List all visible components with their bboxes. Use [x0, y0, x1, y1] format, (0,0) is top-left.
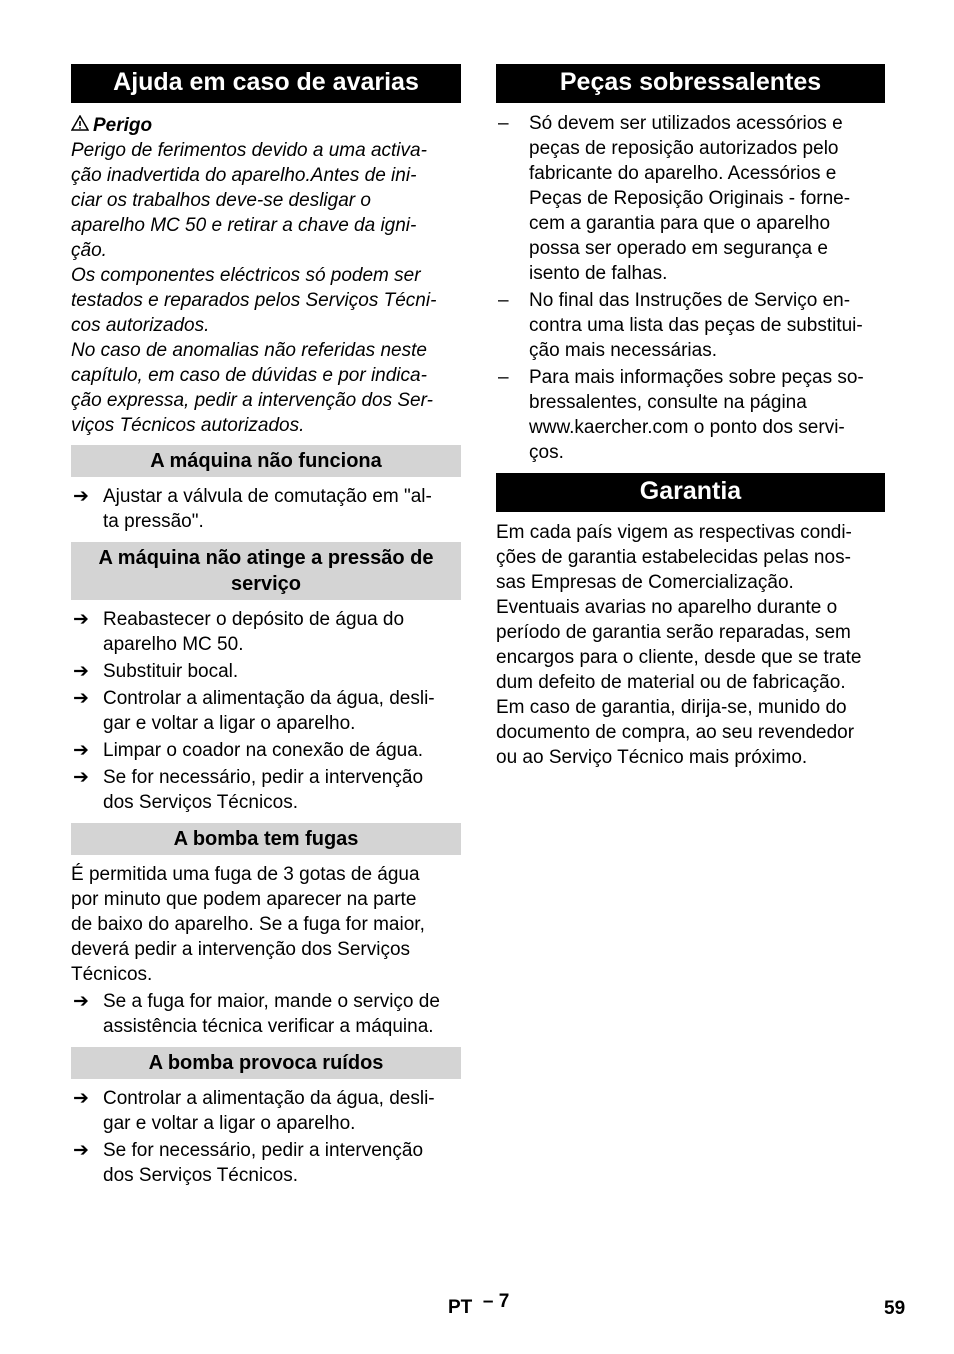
warranty-text: Em cada país vigem as respectivas condi- ções de garantia estabelecidas pelas nos- sas Empresas de Comercialização. Eventuais avarias no aparelho durante o período de garantia serão reparadas, sem encargos para o cliente, desde que se trate dum defeito de material ou de fabricação. Em caso de garantia, dirija-se, munido do documento de compra, ao seu revendedor ou ao Serviço Técnico mais próximo. — [496, 522, 862, 768]
instruction-item — [71, 738, 461, 763]
page-number: 59 — [884, 1298, 906, 1319]
footer-section-page: – 7 — [482, 1291, 510, 1312]
instruction-item — [71, 989, 461, 1039]
section-heading-spare-parts: Peças sobressalentes — [496, 64, 885, 103]
troubleshooting-sections — [71, 445, 461, 1188]
footer-language-code: PT — [448, 1297, 473, 1318]
arrow-right-icon: ➔ — [73, 1088, 89, 1109]
danger-text-line: viços Técnicos autorizados. — [71, 415, 305, 436]
danger-text-line: ção inadvertida do aparelho.Antes de ini- — [71, 165, 417, 186]
danger-text-line: No caso de anomalias não referidas neste — [71, 340, 427, 361]
instruction-text: Substituir bocal. — [103, 661, 239, 682]
arrow-right-icon: ➔ — [73, 609, 89, 630]
instruction-item — [71, 1138, 461, 1188]
section-heading-troubleshooting: Ajuda em caso de avarias — [71, 64, 461, 103]
subsection-heading: A bomba provoca ruídos — [71, 1047, 461, 1079]
spare-parts-text: Para mais informações sobre peças so- bressalentes, consulte na página www.kaercher.com o ponto dos servi- ços. — [529, 367, 864, 463]
danger-text — [71, 138, 461, 438]
instruction-text: Ajustar a válvula de comutação em "al- ta pressão". — [103, 486, 432, 532]
instruction-item — [71, 659, 461, 684]
danger-text-line: aparelho MC 50 e retirar a chave da igni- — [71, 215, 417, 236]
footer-language-page — [448, 1291, 510, 1319]
danger-text-line: ção. — [71, 240, 107, 261]
danger-text-line: capítulo, em caso de dúvidas e por indica- — [71, 365, 427, 386]
instruction-text: Se for necessário, pedir a intervenção dos Serviços Técnicos. — [103, 1140, 424, 1186]
instruction-text: Controlar a alimentação da água, desli- gar e voltar a ligar o aparelho. — [103, 1088, 435, 1134]
instruction-item — [71, 765, 461, 815]
arrow-right-icon: ➔ — [73, 486, 89, 507]
spare-parts-item — [496, 288, 885, 363]
spare-parts-item — [496, 111, 885, 286]
spare-parts-text: No final das Instruções de Serviço en- contra uma lista das peças de substitui- ção mais necessárias. — [529, 290, 863, 361]
danger-text-line: cos autorizados. — [71, 315, 210, 336]
arrow-right-icon: ➔ — [73, 767, 89, 788]
instruction-text: Controlar a alimentação da água, desli- gar e voltar a ligar o aparelho. — [103, 688, 435, 734]
subsection-heading: A bomba tem fugas — [71, 823, 461, 855]
subsection-text: É permitida uma fuga de 3 gotas de água por minuto que podem aparecer na parte de baixo do aparelho. Se a fuga for maior, deverá pedir a intervenção dos Serviços Técnicos. — [71, 864, 425, 985]
danger-label — [71, 113, 461, 138]
spare-parts-text: Só devem ser utilizados acessórios e peças de reposição autorizados pelo fabricante do aparelho. Acessórios e Peças de Reposição Originais - forne- cem a garantia para que o aparelho possa ser operado em segurança e isento de falhas. — [529, 113, 851, 284]
instruction-text: Se a fuga for maior, mande o serviço de assistência técnica verificar a máquina. — [103, 991, 440, 1037]
right-column — [496, 64, 885, 770]
instruction-item — [71, 607, 461, 657]
arrow-right-icon: ➔ — [73, 661, 89, 682]
danger-text-line: ção expressa, pedir a intervenção dos Ser- — [71, 390, 433, 411]
section-heading-warranty: Garantia — [496, 473, 885, 512]
arrow-right-icon: ➔ — [73, 740, 89, 761]
instruction-item — [71, 686, 461, 736]
dash-bullet: – — [498, 290, 509, 311]
arrow-right-icon: ➔ — [73, 991, 89, 1012]
danger-text-line: Perigo de ferimentos devido a uma activa- — [71, 140, 427, 161]
instruction-text: Limpar o coador na conexão de água. — [103, 740, 424, 761]
spare-parts-item — [496, 365, 885, 465]
instruction-item — [71, 1086, 461, 1136]
warning-triangle-icon — [71, 113, 93, 138]
arrow-right-icon: ➔ — [73, 688, 89, 709]
danger-text-line: Os componentes eléctricos só podem ser — [71, 265, 421, 286]
subsection-heading: A máquina não atinge a pressão de serviço — [71, 542, 461, 600]
instruction-item — [71, 484, 461, 534]
dash-bullet: – — [498, 367, 509, 388]
danger-text-line: testados e reparados pelos Serviços Técni- — [71, 290, 437, 311]
danger-text-line: ciar os trabalhos deve-se desligar o — [71, 190, 371, 211]
dash-bullet: – — [498, 113, 509, 134]
subsection-heading: A máquina não funciona — [71, 445, 461, 477]
arrow-right-icon: ➔ — [73, 1140, 89, 1161]
danger-label-text: Perigo — [93, 115, 153, 136]
spare-parts-list — [496, 111, 885, 465]
left-column — [71, 64, 461, 1188]
instruction-text: Se for necessário, pedir a intervenção dos Serviços Técnicos. — [103, 767, 424, 813]
instruction-text: Reabastecer o depósito de água do aparelho MC 50. — [103, 609, 405, 655]
